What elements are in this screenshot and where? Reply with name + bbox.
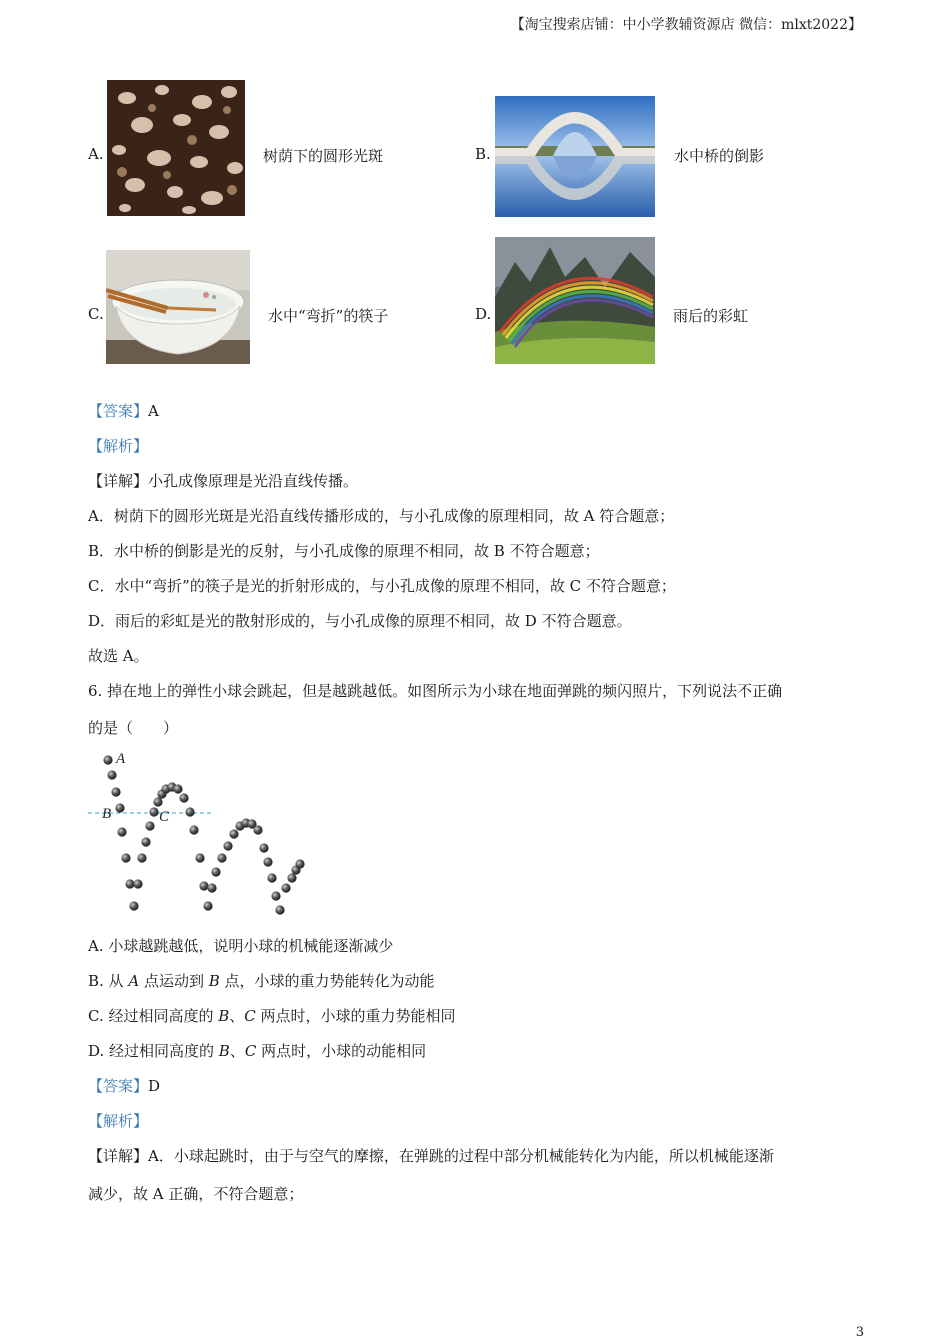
- option-b-text: 水中桥的倒影: [674, 147, 765, 165]
- label-b: B: [102, 806, 112, 822]
- q5-detail-tag: 【详解】: [88, 472, 149, 490]
- ball-position-8: [129, 901, 138, 910]
- ball-position-36: [267, 873, 276, 882]
- ball-position-10: [137, 853, 146, 862]
- option-d-letter: D.: [475, 305, 492, 323]
- ball-position-1: [103, 755, 112, 764]
- ball-position-33: [253, 825, 262, 834]
- q6-detail-line1: 【详解】A．小球起跳时，由于与空气的摩擦，在弹跳的过程中部分机械能转化为内能，所以机械能逐渐: [88, 1147, 774, 1165]
- q6-choice-d: D. 经过相同高度的 B、C 两点时，小球的动能相同: [88, 1042, 427, 1060]
- q6-stem-line1: 6. 掉在地上的弹性小球会跳起，但是越跳越低。如图所示为小球在地面弹跳的频闪照片，下列说法不正确: [88, 682, 783, 700]
- option-d-text: 雨后的彩虹: [673, 307, 749, 325]
- q6-answer-value: D: [148, 1077, 161, 1095]
- q6-choice-c: C. 经过相同高度的 B、C 两点时，小球的重力势能相同: [88, 1007, 456, 1025]
- ball-position-25: [207, 883, 216, 892]
- q6-choice-b: B. 从 A 点运动到 B 点，小球的重力势能转化为动能: [88, 972, 435, 990]
- ball-position-19: [179, 793, 188, 802]
- option-c-text: 水中“弯折”的筷子: [268, 307, 389, 325]
- page-number: 3: [855, 1325, 864, 1340]
- q6-detail-tag: 【详解】: [88, 1147, 149, 1165]
- q5-answer: [88, 401, 159, 421]
- q5-answer-tag: 【答案】: [88, 402, 149, 420]
- option-a-letter: A.: [88, 145, 104, 163]
- ball-position-4: [115, 803, 124, 812]
- ball-position-38: [275, 905, 284, 914]
- ball-position-42: [295, 859, 304, 868]
- label-c: C: [159, 809, 170, 825]
- ball-position-14: [153, 797, 162, 806]
- q6-answer: [88, 1076, 160, 1096]
- ball-position-12: [145, 821, 154, 830]
- ball-position-34: [259, 843, 268, 852]
- tree-shade-light-spots-image: [107, 80, 245, 216]
- q5-conclusion: 故选 A。: [88, 647, 149, 665]
- q5-detail-d: D．雨后的彩虹是光的散射形成的，与小孔成像的原理不相同，故 D 不符合题意。: [88, 612, 632, 630]
- ball-position-21: [189, 825, 198, 834]
- ball-position-24: [203, 901, 212, 910]
- ball-position-18: [173, 784, 182, 793]
- q6-analysis-tag: 【解析】: [88, 1112, 149, 1130]
- q5-answer-value: A: [148, 402, 159, 420]
- ball-position-40: [287, 873, 296, 882]
- option-b-letter: B.: [475, 145, 491, 163]
- ball-position-7: [125, 879, 134, 888]
- q5-detail-intro: [88, 471, 358, 491]
- ball-position-11: [141, 837, 150, 846]
- ball-position-2: [107, 770, 116, 779]
- q5-analysis-tag: 【解析】: [88, 437, 149, 455]
- ball-position-29: [229, 829, 238, 838]
- bouncing-ball-figure: [86, 746, 316, 918]
- q5-detail-intro-text: 小孔成像原理是光沿直线传播。: [148, 472, 359, 490]
- ball-position-26: [211, 867, 220, 876]
- q5-detail-a: A．树荫下的圆形光斑是光沿直线传播形成的，与小孔成像的原理相同，故 A 符合题意；: [88, 507, 675, 525]
- ball-position-39: [281, 883, 290, 892]
- ball-position-5: [117, 827, 126, 836]
- q6-detail-line2: 减少，故 A 正确，不符合题意；: [88, 1185, 304, 1203]
- option-c-letter: C.: [88, 305, 104, 323]
- ball-position-20: [185, 807, 194, 816]
- bent-chopsticks-in-bowl-image: [106, 250, 250, 364]
- q6-stem-line2: 的是（ ）: [88, 719, 179, 737]
- option-a-text: 树荫下的圆形光斑: [263, 147, 384, 165]
- q5-detail-b: B．水中桥的倒影是光的反射，与小孔成像的原理不相同，故 B 不符合题意；: [88, 542, 600, 560]
- rainbow-after-rain-image: [495, 237, 655, 364]
- ball-position-22: [195, 853, 204, 862]
- ball-position-23: [199, 881, 208, 890]
- q6-choice-a: A. 小球越跳越低，说明小球的机械能逐渐减少: [88, 937, 394, 955]
- ball-position-27: [217, 853, 226, 862]
- ball-position-13: [149, 807, 158, 816]
- label-a: A: [116, 751, 126, 767]
- ball-position-35: [263, 857, 272, 866]
- ball-position-37: [271, 891, 280, 900]
- ball-position-3: [111, 787, 120, 796]
- q6-answer-tag: 【答案】: [88, 1077, 149, 1095]
- ball-position-9: [133, 879, 142, 888]
- ball-position-6: [121, 853, 130, 862]
- page-header: 【淘宝搜索店铺：中小学教辅资源店 微信：mlxt2022】: [510, 17, 862, 33]
- q5-detail-c: C．水中“弯折”的筷子是光的折射形成的，与小孔成像的原理不相同，故 C 不符合题意；: [88, 577, 676, 595]
- bridge-reflection-image: [495, 96, 655, 217]
- ball-position-28: [223, 841, 232, 850]
